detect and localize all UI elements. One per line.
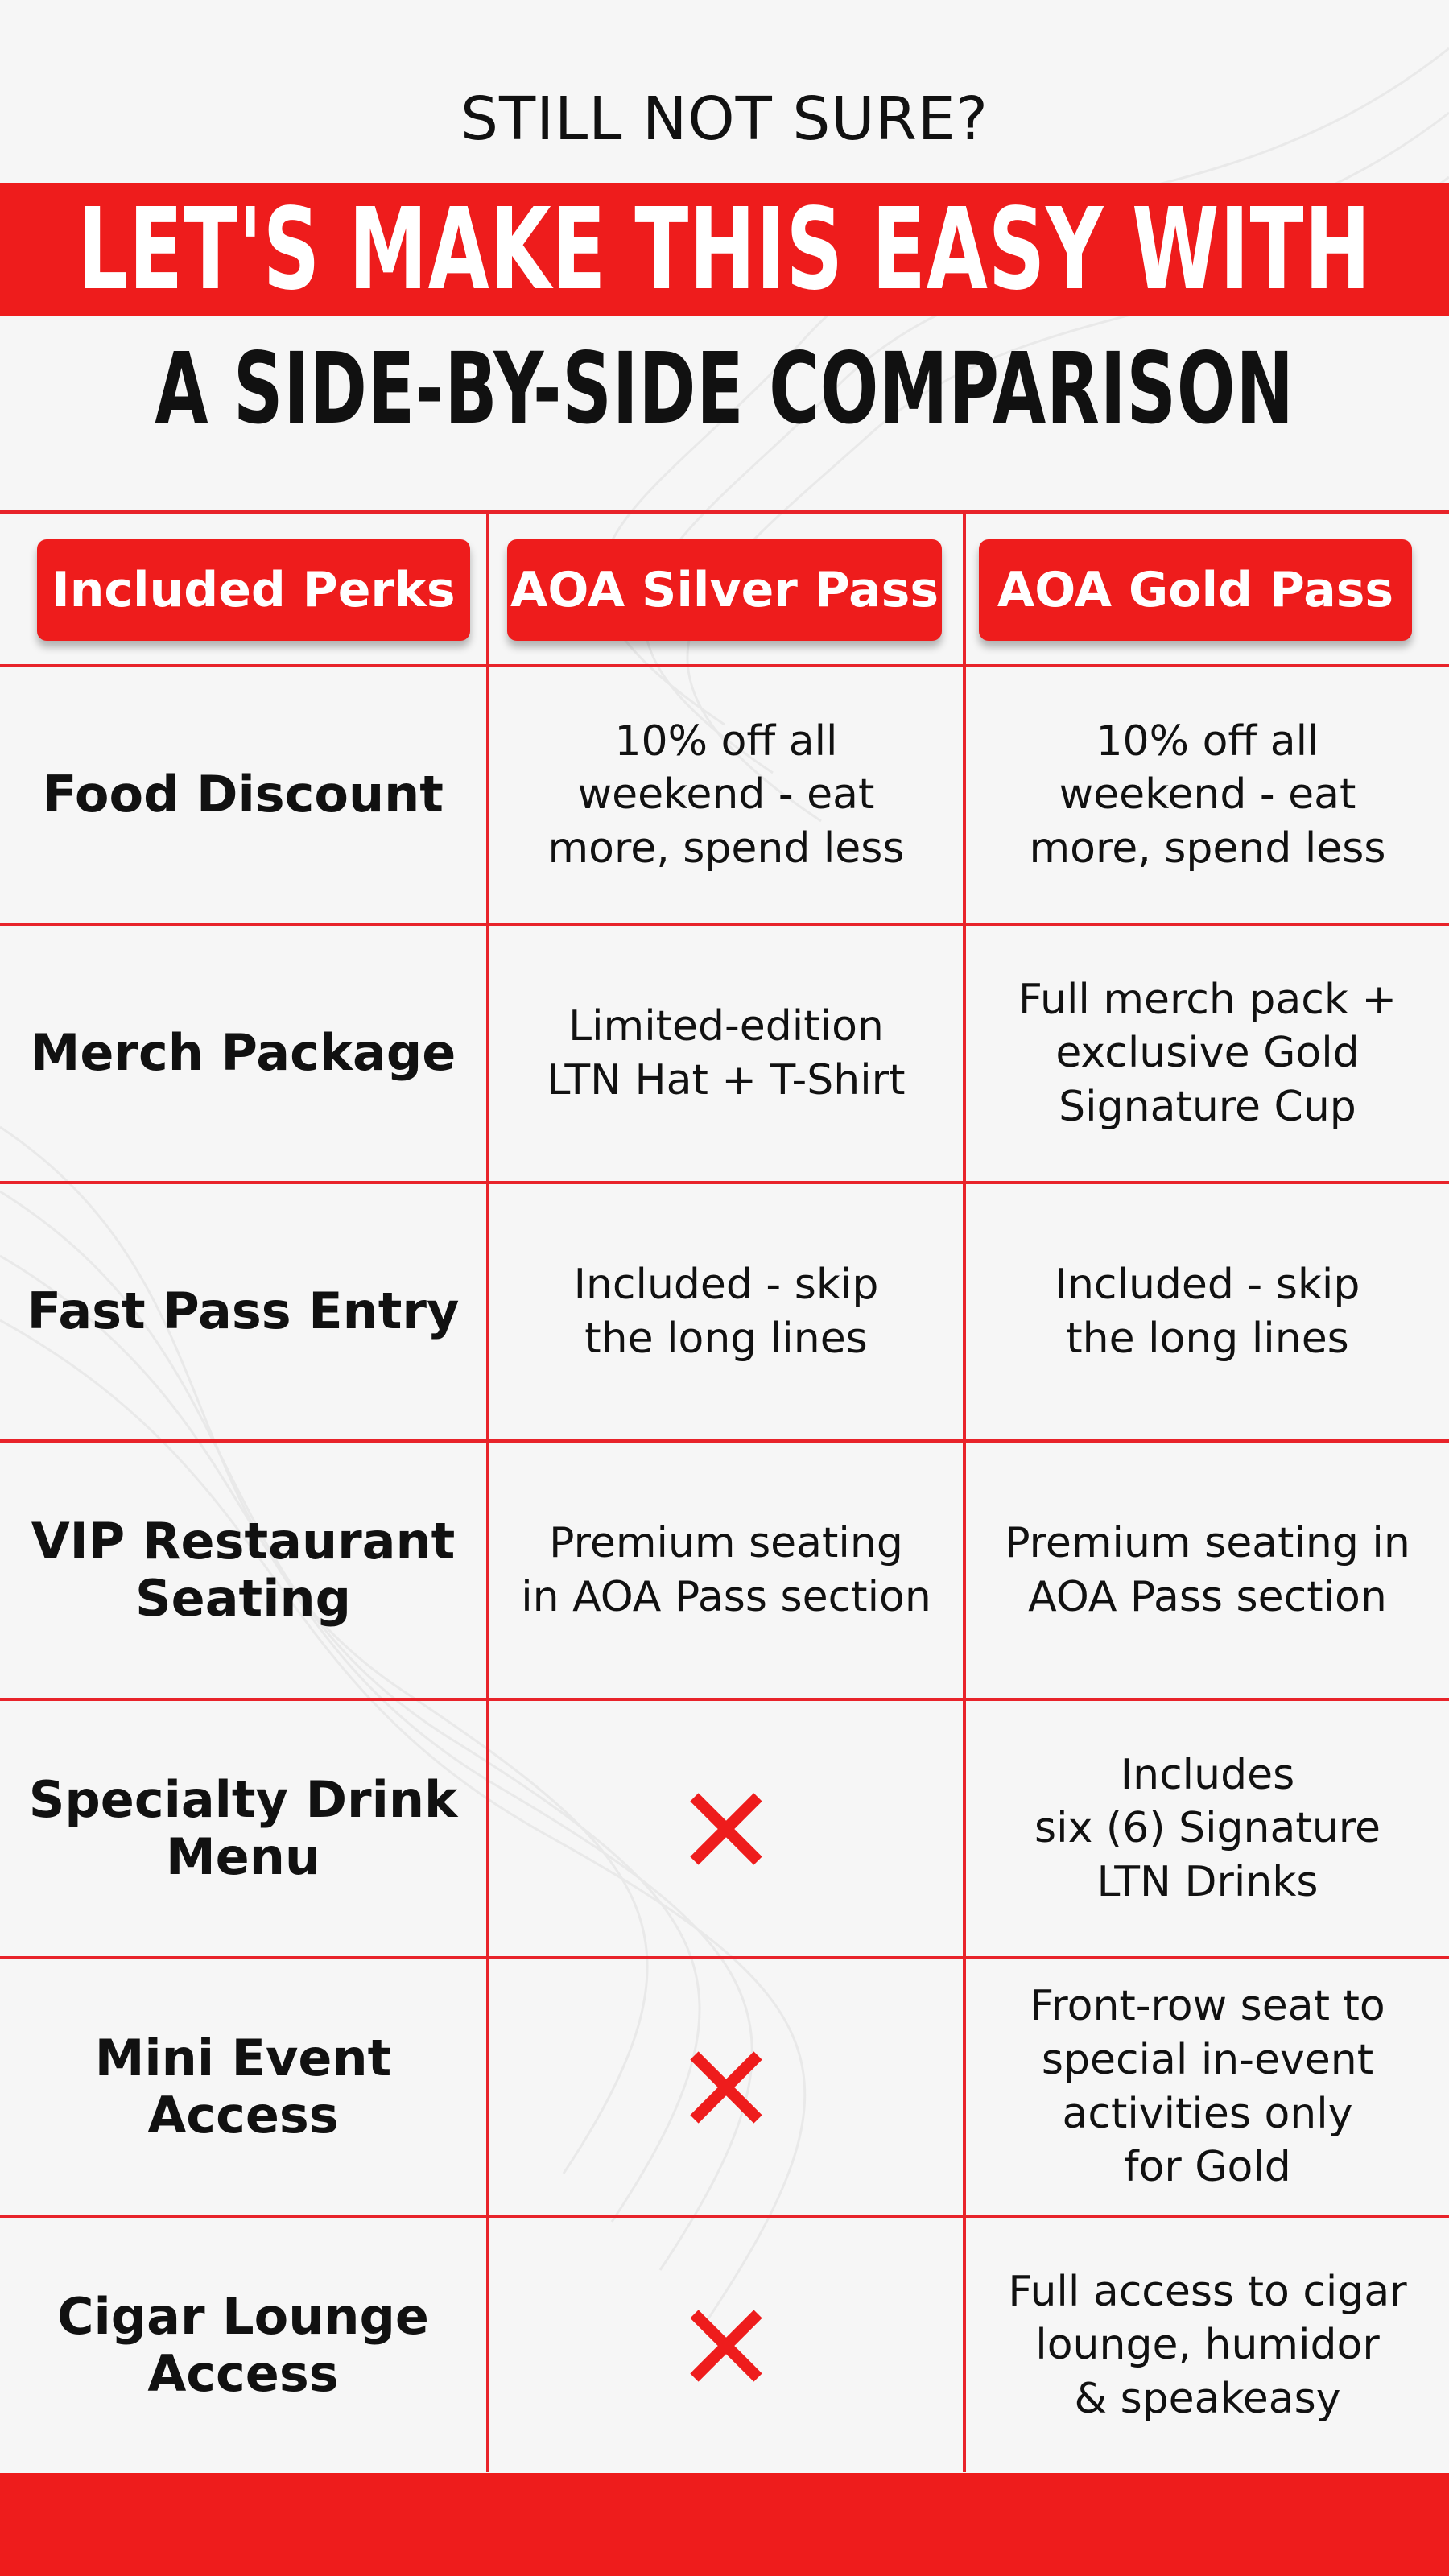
gold-value: Included - skip the long lines: [1055, 1260, 1360, 1363]
perk-label: Cigar Lounge Access: [57, 2287, 429, 2403]
perk-label: Mini Event Access: [94, 2029, 392, 2145]
perk-label: VIP Restaurant Seating: [31, 1512, 456, 1628]
silver-value: Limited-edition LTN Hat + T-Shirt: [547, 1001, 906, 1104]
header-included-perks: Included Perks: [37, 539, 470, 641]
gold-value: Full access to cigar lounge, humidor & speakeasy: [1008, 2267, 1407, 2423]
gold-value: 10% off all weekend - eat more, spend less: [1029, 716, 1386, 873]
header-silver-pass: AOA Silver Pass: [507, 539, 942, 641]
silver-not-included: [489, 2218, 963, 2473]
sub-title: A SIDE-BY-SIDE COMPARISON: [155, 332, 1294, 446]
silver-not-included: [489, 1959, 963, 2215]
header-gold-pass: AOA Gold Pass: [979, 539, 1412, 641]
grid-line: [0, 510, 1449, 514]
perk-label: Food Discount: [43, 765, 444, 824]
x-mark-icon: [684, 2304, 768, 2388]
x-mark-icon: [684, 2046, 768, 2129]
silver-value: Included - skip the long lines: [573, 1260, 879, 1363]
gold-value: Front-row seat to special in-event activities only for Gold: [1030, 1982, 1385, 2192]
x-mark-icon: [684, 1787, 768, 1871]
perk-label: Specialty Drink Menu: [28, 1770, 458, 1886]
gold-value: Premium seating in AOA Pass section: [1005, 1518, 1410, 1621]
footer-band: [0, 2473, 1449, 2576]
silver-not-included: [489, 1701, 963, 1956]
gold-value: Full merch pack + exclusive Gold Signature Cup: [1018, 975, 1397, 1131]
comparison-table: [0, 510, 1449, 2472]
main-title: LET'S MAKE THIS EASY WITH: [77, 184, 1372, 316]
perk-label: Fast Pass Entry: [27, 1282, 460, 1341]
gold-value: Includes six (6) Signature LTN Drinks: [1034, 1750, 1381, 1906]
pre-title: STILL NOT SURE?: [460, 85, 989, 154]
silver-value: 10% off all weekend - eat more, spend less: [547, 716, 905, 873]
perk-label: Merch Package: [30, 1023, 456, 1083]
silver-value: Premium seating in AOA Pass section: [521, 1518, 931, 1621]
